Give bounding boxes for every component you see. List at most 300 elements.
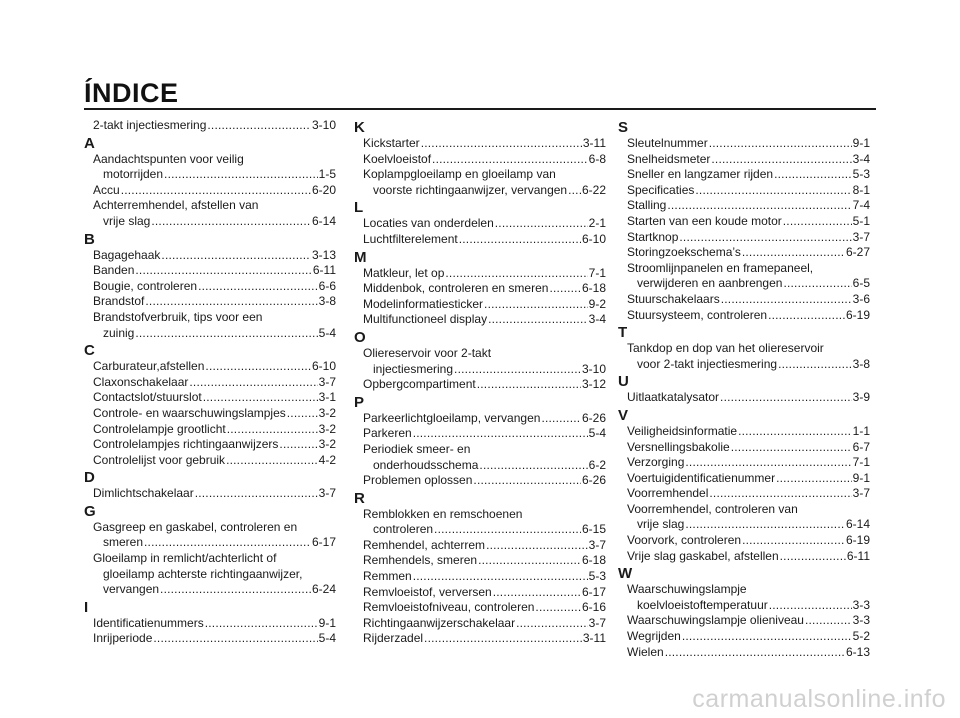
- index-entry-text: Koelvloeistof: [363, 151, 432, 166]
- index-dot-leader: [445, 266, 587, 282]
- index-letter-heading: G: [84, 502, 96, 520]
- index-entry: [618, 613, 870, 629]
- index-entry-line: [627, 390, 870, 406]
- index-entry-line: [363, 473, 606, 489]
- index-entry: [84, 183, 336, 199]
- index-page-number: 5-4: [318, 325, 336, 340]
- index-entry-line: [627, 341, 870, 357]
- index-entry-continuation: [363, 458, 606, 474]
- index-letter-heading: O: [354, 328, 366, 346]
- index-entry-line: [627, 645, 870, 661]
- index-entry-text: Wielen: [627, 644, 664, 659]
- index-page-number: 6-2: [588, 457, 606, 472]
- index-dot-leader: [720, 390, 852, 406]
- index-entry: [84, 375, 336, 391]
- index-page-number: 6-20: [311, 182, 336, 197]
- index-entry: [354, 346, 606, 377]
- index-entry-line: [363, 616, 606, 632]
- index-entry-text: Dimlichtschakelaar: [93, 486, 194, 501]
- index-entry: [618, 390, 870, 406]
- index-entry-line: [627, 440, 870, 456]
- index-entry-line: [93, 406, 336, 422]
- index-entry: [354, 411, 606, 427]
- index-letter-heading: P: [354, 393, 365, 411]
- index-entry-text: Matkleur, let op: [363, 265, 445, 280]
- index-entry: [84, 520, 336, 551]
- index-entry-text: Voorvork, controleren: [627, 533, 742, 548]
- index-entry-continuation: [93, 582, 336, 598]
- index-letter-heading: S: [618, 119, 629, 136]
- index-entry: [354, 312, 606, 328]
- index-entry-text: Carburateur,afstellen: [93, 359, 205, 374]
- index-entry-text: Controlelijst voor gebruik: [93, 452, 226, 467]
- index-entry-text: gloeilamp achterste richtingaanwijzer,: [103, 566, 303, 581]
- index-entry: [618, 424, 870, 440]
- index-entry: [354, 473, 606, 489]
- index-entry-text: Veiligheidsinformatie: [627, 423, 738, 438]
- index-entry-continuation: [363, 522, 606, 538]
- index-entry-line: [93, 263, 336, 279]
- index-page-number: 3-7: [588, 537, 606, 552]
- index-page-number: 6-14: [845, 517, 870, 532]
- index-entry-line: [93, 453, 336, 469]
- index-entry-line: [93, 551, 336, 567]
- index-entry-text: Voorremhendel: [627, 486, 709, 501]
- index-entry-line: [93, 183, 336, 199]
- index-dot-leader: [695, 183, 851, 199]
- index-entry-text: Inrijperiode: [93, 631, 153, 646]
- index-dot-leader: [685, 455, 851, 471]
- index-entry-line: [627, 502, 870, 518]
- index-entry: [84, 294, 336, 310]
- index-entry: [354, 136, 606, 152]
- index-letter-heading: M: [354, 248, 367, 266]
- index-dot-leader: [493, 585, 581, 601]
- index-letter-heading: U: [618, 373, 629, 391]
- index-page-number: 6-17: [581, 584, 606, 599]
- index-entry-text: Bougie, controleren: [93, 278, 198, 293]
- index-letter-heading: R: [354, 489, 365, 507]
- index-page-number: 5-1: [852, 213, 870, 228]
- index-column-2: [354, 118, 606, 647]
- index-page-number: 8-1: [852, 182, 870, 197]
- index-entry-text: Stuursysteem, controleren: [627, 307, 768, 322]
- index-entry-text: Oliereservoir voor 2-takt: [363, 345, 492, 360]
- index-entry-continuation: [627, 598, 870, 614]
- index-entry: [618, 549, 870, 565]
- index-page-number: 5-4: [318, 631, 336, 646]
- index-entry-text: Bagagehaak: [93, 247, 161, 262]
- page-title: ÍNDICE: [84, 78, 179, 108]
- index-entry-text: Remvloeistofniveau, controleren: [363, 600, 535, 615]
- index-entry: [84, 453, 336, 469]
- index-dot-leader: [484, 297, 588, 313]
- index-entry-text: Vrije slag gaskabel, afstellen: [627, 548, 779, 563]
- index-entry-text: koelvloeistoftemperatuur: [637, 597, 768, 612]
- index-page-number: 6-6: [318, 278, 336, 293]
- index-entry-continuation: [93, 167, 336, 183]
- index-entry: [84, 198, 336, 229]
- index-dot-leader: [207, 118, 311, 134]
- index-entry-text: Stalling: [627, 198, 667, 213]
- index-page-number: 6-18: [581, 281, 606, 296]
- index-entry-text: smeren: [103, 535, 144, 550]
- index-page-number: 3-3: [852, 597, 870, 612]
- index-page-number: 5-3: [588, 569, 606, 584]
- index-page-number: 6-14: [311, 213, 336, 228]
- index-entry-text: Stuurschakelaars: [627, 291, 720, 306]
- index-page-number: 3-8: [852, 356, 870, 371]
- index-entry-line: [363, 553, 606, 569]
- index-page-number: 6-19: [845, 533, 870, 548]
- index-page-number: 6-27: [845, 245, 870, 260]
- index-entry-line: [363, 631, 606, 647]
- index-entry-text: vrije slag: [103, 213, 151, 228]
- index-entry-text: Waarschuwingslampje olieniveau: [627, 613, 804, 628]
- index-entry-text: Remmen: [363, 569, 412, 584]
- index-entry-text: Versnellingsbakolie: [627, 439, 730, 454]
- index-entry-text: Richtingaanwijzerschakelaar: [363, 615, 516, 630]
- index-dot-leader: [783, 214, 852, 230]
- index-page-number: 6-18: [581, 553, 606, 568]
- index-entry-text: Uitlaatkatalysator: [627, 390, 720, 405]
- index-entry-line: [363, 411, 606, 427]
- index-dot-leader: [189, 375, 317, 391]
- index-entry-text: Luchtfilterelement: [363, 231, 458, 246]
- index-dot-leader: [424, 631, 582, 647]
- index-entry: [354, 538, 606, 554]
- index-entry-text: verwijderen en aanbrengen: [637, 276, 783, 291]
- index-entry-line: [93, 118, 336, 134]
- index-dot-leader: [805, 613, 852, 629]
- index-page-number: 6-22: [581, 182, 606, 197]
- index-entry-text: Specificaties: [627, 182, 695, 197]
- index-entry-text: voorste richtingaanwijzer, vervangen: [373, 182, 568, 197]
- index-dot-leader: [780, 549, 846, 565]
- index-page-number: 4-2: [318, 452, 336, 467]
- index-dot-leader: [164, 167, 318, 183]
- index-entry-text: Controle- en waarschuwingslampjes: [93, 405, 286, 420]
- index-entry-text: Sneller en langzamer rijden: [627, 167, 774, 182]
- index-entry: [84, 263, 336, 279]
- index-dot-leader: [488, 312, 588, 328]
- index-entry-text: Parkeerlichtgloeilamp, vervangen: [363, 410, 541, 425]
- index-entry-line: [363, 152, 606, 168]
- index-entry-text: Startknop: [627, 229, 679, 244]
- index-dot-leader: [731, 440, 852, 456]
- index-page-number: 3-11: [582, 136, 606, 150]
- index-page-number: 9-1: [318, 615, 336, 630]
- index-entry-line: [93, 248, 336, 264]
- index-entry-line: [363, 297, 606, 313]
- index-dot-leader: [495, 216, 588, 232]
- index-dot-leader: [145, 294, 317, 310]
- index-dot-leader: [195, 486, 318, 502]
- index-entry-text: Brandstofverbruik, tips voor een: [93, 309, 263, 324]
- index-entry-line: [627, 152, 870, 168]
- index-entry-line: [627, 424, 870, 440]
- index-entry-text: vervangen: [103, 582, 160, 597]
- index-entry-line: [627, 613, 870, 629]
- index-entry: [618, 502, 870, 533]
- index-entry: [618, 471, 870, 487]
- index-page-number: 6-13: [845, 644, 870, 659]
- index-column-1: [84, 118, 336, 647]
- index-entry: [618, 308, 870, 324]
- index-entry: [618, 183, 870, 199]
- index-entry: [84, 437, 336, 453]
- index-page-number: 1-1: [852, 423, 870, 438]
- index-entry-text: Middenbok, controleren en smeren: [363, 281, 549, 296]
- index-entry-text: Tankdop en dop van het oliereservoir: [627, 341, 824, 356]
- index-entry-text: Claxonschakelaar: [93, 374, 189, 389]
- index-entry-text: Rijderzadel: [363, 631, 424, 646]
- index-entry: [354, 426, 606, 442]
- index-dot-leader: [160, 582, 311, 598]
- index-page-number: 3-2: [318, 421, 336, 436]
- index-entry-line: [93, 486, 336, 502]
- index-entry-line: [93, 520, 336, 536]
- index-dot-leader: [473, 473, 581, 489]
- index-entry-line: [363, 377, 606, 393]
- index-entry-line: [363, 346, 606, 362]
- index-dot-leader: [742, 533, 845, 549]
- index-dot-leader: [783, 276, 851, 292]
- index-letter-heading: W: [618, 565, 633, 583]
- index-letter-heading: L: [354, 199, 364, 217]
- index-entry-line: [627, 261, 870, 277]
- index-entry: [84, 279, 336, 295]
- index-page-number: 3-7: [318, 486, 336, 501]
- index-dot-leader: [478, 553, 581, 569]
- index-entry-text: 2-takt injectiesmering: [93, 118, 207, 132]
- index-page-number: 6-19: [845, 307, 870, 322]
- index-entry: [354, 216, 606, 232]
- index-entry-text: controleren: [373, 522, 434, 537]
- index-entry: [354, 266, 606, 282]
- index-dot-leader: [121, 183, 311, 199]
- index-entry-text: injectiesmering: [373, 361, 454, 376]
- index-entry-continuation: [93, 567, 336, 583]
- index-entry: [618, 645, 870, 661]
- index-entry: [84, 551, 336, 598]
- index-page-number: 3-11: [582, 631, 606, 646]
- index-entry-line: [363, 232, 606, 248]
- index-page-number: 6-26: [581, 473, 606, 488]
- index-entry: [354, 297, 606, 313]
- index-entry-text: Gasgreep en gaskabel, controleren en: [93, 519, 298, 534]
- index-dot-leader: [144, 535, 311, 551]
- index-dot-leader: [516, 616, 588, 632]
- index-entry: [618, 261, 870, 292]
- index-entry: [618, 582, 870, 613]
- index-dot-leader: [778, 357, 852, 373]
- index-page-number: 3-4: [588, 312, 606, 327]
- index-dot-leader: [459, 232, 581, 248]
- index-entry-line: [93, 198, 336, 214]
- index-dot-leader: [549, 281, 581, 297]
- index-dot-leader: [742, 245, 845, 261]
- index-page-number: 6-24: [311, 582, 336, 597]
- index-dot-leader: [768, 308, 845, 324]
- index-entry-text: voor 2-takt injectiesmering: [637, 356, 778, 371]
- index-dot-leader: [151, 214, 311, 230]
- index-entry-line: [627, 183, 870, 199]
- index-dot-leader: [769, 598, 852, 614]
- index-entry: [354, 553, 606, 569]
- index-entry-line: [93, 310, 336, 326]
- index-entry-line: [627, 308, 870, 324]
- index-column-3: [618, 118, 870, 660]
- index-page-number: 9-1: [852, 470, 870, 485]
- index-entry-continuation: [93, 326, 336, 342]
- index-page-number: 1-5: [318, 167, 336, 182]
- index-entry: [618, 136, 870, 152]
- index-entry-line: [93, 279, 336, 295]
- index-entry-line: [627, 292, 870, 308]
- index-page-number: 3-4: [852, 151, 870, 166]
- index-entry-text: Kickstarter: [363, 136, 420, 150]
- index-entry-text: Periodiek smeer- en: [363, 441, 471, 456]
- index-entry-text: Banden: [93, 263, 135, 278]
- index-page-number: 3-10: [311, 118, 336, 132]
- index-entry-line: [627, 582, 870, 598]
- index-dot-leader: [161, 248, 311, 264]
- index-page-number: 3-10: [581, 361, 606, 376]
- index-page-number: 7-1: [588, 265, 606, 280]
- index-entry-line: [363, 281, 606, 297]
- index-dot-leader: [774, 167, 852, 183]
- index-entry-line: [93, 359, 336, 375]
- index-entry-continuation: [93, 535, 336, 551]
- index-page-number: 3-3: [852, 613, 870, 628]
- index-dot-leader: [685, 517, 845, 533]
- index-dot-leader: [479, 458, 587, 474]
- index-page-number: 6-11: [312, 263, 336, 278]
- index-page-number: 6-15: [581, 522, 606, 537]
- index-dot-leader: [198, 279, 318, 295]
- index-entry-text: Problemen oplossen: [363, 473, 473, 488]
- index-entry-line: [627, 533, 870, 549]
- index-dot-leader: [568, 183, 581, 199]
- index-entry: [354, 631, 606, 647]
- index-letter-heading: C: [84, 342, 95, 360]
- index-entry-line: [363, 312, 606, 328]
- index-entry: [354, 442, 606, 473]
- index-dot-leader: [738, 424, 852, 440]
- index-dot-leader: [432, 152, 588, 168]
- index-page-number: 3-7: [588, 615, 606, 630]
- index-entry-line: [363, 538, 606, 554]
- index-page-number: 5-3: [852, 167, 870, 182]
- index-entry-text: Storingzoekschema’s: [627, 245, 741, 260]
- index-entry-line: [627, 471, 870, 487]
- index-dot-leader: [477, 377, 581, 393]
- index-dot-leader: [454, 362, 581, 378]
- index-dot-leader: [434, 522, 581, 538]
- index-entry-text: Voorremhendel, controleren van: [627, 501, 798, 516]
- index-entry-continuation: [627, 517, 870, 533]
- index-page-number: 3-2: [318, 405, 336, 420]
- index-dot-leader: [711, 152, 851, 168]
- index-page-number: 9-2: [588, 296, 606, 311]
- index-entry-line: [363, 585, 606, 601]
- index-entry-line: [93, 152, 336, 168]
- index-page-number: 3-2: [318, 437, 336, 452]
- index-dot-leader: [135, 263, 311, 279]
- index-entry: [354, 600, 606, 616]
- index-letter-heading: A: [84, 134, 95, 152]
- index-dot-leader: [279, 437, 317, 453]
- index-letter-heading: B: [84, 230, 95, 248]
- index-entry-line: [627, 214, 870, 230]
- index-entry-line: [627, 167, 870, 183]
- index-dot-leader: [667, 198, 851, 214]
- index-dot-leader: [721, 292, 852, 308]
- index-entry-continuation: [627, 357, 870, 373]
- index-entry: [354, 232, 606, 248]
- index-page-number: 7-4: [852, 198, 870, 213]
- index-page-number: 6-17: [311, 535, 336, 550]
- index-page-number: 3-13: [311, 247, 336, 262]
- index-entry-text: Remvloeistof, verversen: [363, 584, 492, 599]
- index-entry-line: [93, 616, 336, 632]
- index-entry-line: [93, 422, 336, 438]
- index-dot-leader: [709, 136, 852, 152]
- index-entry: [84, 118, 336, 134]
- index-entry-text: Remhendels, smeren: [363, 553, 478, 568]
- index-page-number: 6-16: [581, 600, 606, 615]
- index-entry: [354, 281, 606, 297]
- index-entry-continuation: [363, 362, 606, 378]
- watermark: carmanualsonline.info: [692, 685, 946, 713]
- index-entry: [84, 359, 336, 375]
- index-entry-line: [93, 437, 336, 453]
- index-entry-text: Wegrijden: [627, 629, 681, 644]
- index-entry: [354, 569, 606, 585]
- index-entry: [84, 152, 336, 183]
- title-rule: [84, 108, 876, 110]
- index-dot-leader: [541, 411, 581, 427]
- index-dot-leader: [226, 453, 318, 469]
- index-entry-line: [363, 136, 606, 152]
- index-entry-line: [363, 600, 606, 616]
- index-entry-line: [627, 549, 870, 565]
- index-entry-text: onderhoudsschema: [373, 457, 479, 472]
- index-dot-leader: [682, 629, 852, 645]
- index-entry: [618, 533, 870, 549]
- index-entry-text: Remhendel, achterrem: [363, 537, 486, 552]
- index-entry-text: Achterremhendel, afstellen van: [93, 198, 259, 213]
- index-page-number: 9-1: [852, 136, 870, 150]
- index-entry: [354, 585, 606, 601]
- index-entry: [354, 167, 606, 198]
- index-dot-leader: [287, 406, 318, 422]
- index-page-number: 3-9: [852, 390, 870, 405]
- index-entry-text: Sleutelnummer: [627, 136, 708, 150]
- index-dot-leader: [486, 538, 588, 554]
- index-page-number: 2-1: [588, 216, 606, 231]
- index-entry: [354, 377, 606, 393]
- index-entry: [618, 152, 870, 168]
- index-page-number: 3-7: [318, 374, 336, 389]
- index-entry-text: Gloeilamp in remlicht/achterlicht of: [93, 551, 277, 566]
- index-entry-text: Starten van een koude motor: [627, 213, 782, 228]
- index-dot-leader: [227, 422, 318, 438]
- index-entry-text: Brandstof: [93, 294, 145, 309]
- index-entry: [354, 507, 606, 538]
- index-entry-text: motorrijden: [103, 167, 164, 182]
